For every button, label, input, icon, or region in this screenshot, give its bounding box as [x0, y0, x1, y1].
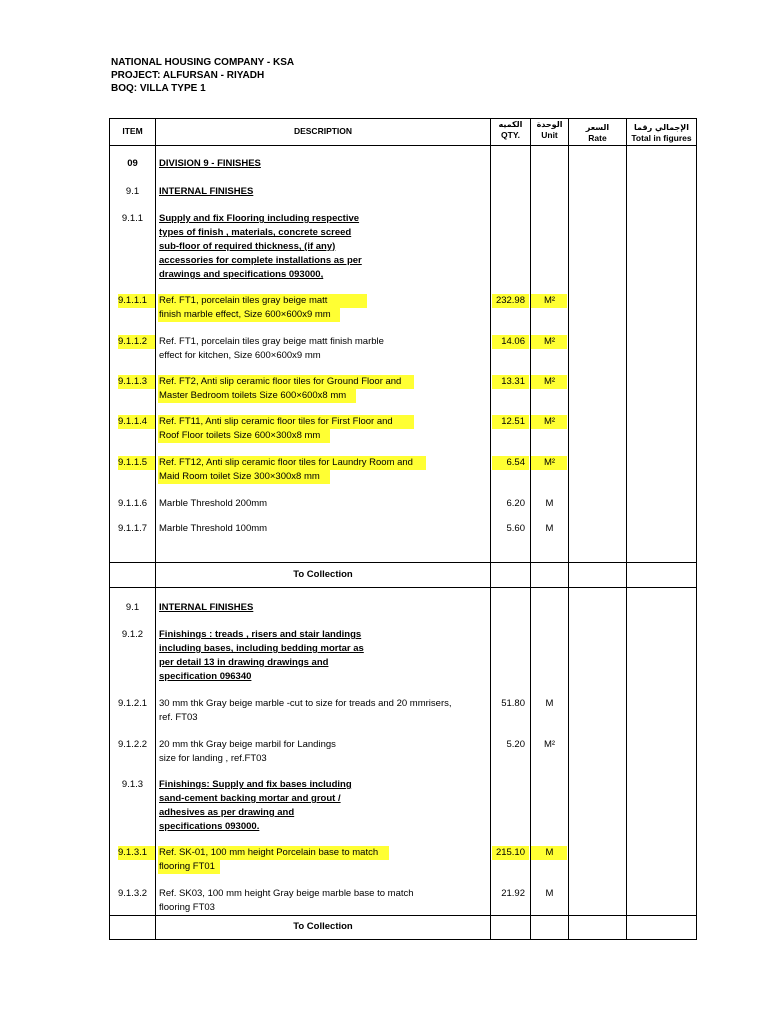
item-description: Finishings : treads , risers and stair landings: [159, 629, 362, 640]
col-header-item: ITEM: [122, 126, 143, 136]
qty-value: 51.80: [501, 698, 525, 709]
item-number: 9.1.1.5: [117, 457, 148, 468]
col-header-rate: السعر Rate: [585, 123, 610, 143]
unit-value: M: [545, 498, 554, 509]
item-description: adhesives as per drawing and: [159, 807, 295, 818]
unit-value: M: [545, 523, 554, 534]
item-description: accessories for complete installations as per: [159, 255, 362, 266]
item-description: Ref. SK-01, 100 mm height Porcelain base to match: [159, 847, 379, 858]
project-name: PROJECT: ALFURSAN - RIYADH: [111, 70, 265, 81]
item-description: drawings and specifications 093000,: [159, 269, 324, 280]
qty-value: 215.10: [495, 847, 525, 858]
item-description: Master Bedroom toilets Size 600×600x8 mm: [159, 390, 347, 401]
item-description: Maid Room toilet Size 300×300x8 mm: [159, 471, 320, 482]
item-number: 09: [127, 158, 138, 169]
item-description: effect for kitchen, Size 600×600x9 mm: [159, 350, 321, 361]
item-number: 9.1.1.6: [117, 498, 148, 509]
item-number: 9.1.1.1: [117, 295, 148, 306]
item-description: sub-floor of required thickness, (if any): [159, 241, 336, 252]
item-description: including bases, including bedding mortar as: [159, 643, 364, 654]
item-description: ref. FT03: [159, 712, 198, 723]
item-number: 9.1.3.1: [117, 847, 148, 858]
unit-value: M²: [543, 416, 556, 427]
item-description: sand-cement backing mortar and grout /: [159, 793, 341, 804]
qty-value: 6.54: [506, 457, 525, 468]
item-number: 9.1.3: [121, 779, 144, 790]
to-collection-label: To Collection: [293, 569, 353, 580]
qty-value: 5.60: [506, 523, 525, 534]
col-header-description: DESCRIPTION: [293, 126, 353, 136]
item-number: 9.1.2: [121, 629, 144, 640]
item-number: 9.1.1.7: [117, 523, 148, 534]
section-title: INTERNAL FINISHES: [159, 186, 254, 197]
qty-value: 12.51: [501, 416, 525, 427]
item-description: 20 mm thk Gray beige marbil for Landings: [159, 739, 336, 750]
unit-value: M²: [543, 295, 556, 306]
item-description: Ref. FT11, Anti slip ceramic floor tiles for First Floor and: [159, 416, 393, 427]
col-header-unit: الوحدة Unit: [536, 120, 563, 140]
item-description: Roof Floor toilets Size 600×300x8 mm: [159, 430, 321, 441]
col-header-qty: الكميه QTY.: [498, 120, 523, 140]
item-number: 9.1.1.4: [117, 416, 148, 427]
item-description: Marble Threshold 100mm: [159, 523, 268, 534]
qty-value: 14.06: [501, 336, 525, 347]
item-description: types of finish , materials, concrete screed: [159, 227, 352, 238]
item-description: Ref. FT2, Anti slip ceramic floor tiles for Ground Floor and: [159, 376, 402, 387]
item-description: flooring FT03: [159, 902, 215, 913]
company-name: NATIONAL HOUSING COMPANY - KSA: [111, 57, 295, 68]
item-description: Finishings: Supply and fix bases including: [159, 779, 352, 790]
item-description: per detail 13 in drawing drawings and: [159, 657, 329, 668]
item-description: Ref. FT12, Anti slip ceramic floor tiles for Laundry Room and: [159, 457, 413, 468]
item-description: flooring FT01: [159, 861, 215, 872]
qty-value: 232.98: [495, 295, 525, 306]
item-description: finish marble effect, Size 600×600x9 mm: [159, 309, 331, 320]
division-title: DIVISION 9 - FINISHES: [159, 158, 261, 169]
item-description: 30 mm thk Gray beige marble -cut to size for treads and 20 mmrisers,: [159, 698, 452, 709]
item-description: Marble Threshold 200mm: [159, 498, 268, 509]
boq-title: BOQ: VILLA TYPE 1: [111, 83, 206, 94]
item-number: 9.1.1: [121, 213, 144, 224]
item-description: Ref. FT1, porcelain tiles gray beige matt finish marble: [159, 336, 384, 347]
unit-value: M: [545, 847, 554, 858]
unit-value: M²: [543, 739, 556, 750]
item-number: 9.1.3.2: [117, 888, 148, 899]
unit-value: M²: [543, 457, 556, 468]
item-description: specification 096340: [159, 671, 252, 682]
unit-value: M: [545, 698, 554, 709]
item-description: Ref. FT1, porcelain tiles gray beige matt: [159, 295, 328, 306]
qty-value: 13.31: [501, 376, 525, 387]
section-title: INTERNAL FINISHES: [159, 602, 254, 613]
qty-value: 6.20: [506, 498, 525, 509]
item-number: 9.1.2.2: [117, 739, 148, 750]
item-description: Supply and fix Flooring including respective: [159, 213, 360, 224]
item-description: Ref. SK03, 100 mm height Gray beige marble base to match: [159, 888, 414, 899]
unit-value: M: [545, 888, 554, 899]
item-number: 9.1.1.2: [117, 336, 148, 347]
item-number: 9.1: [125, 186, 140, 197]
unit-value: M²: [543, 376, 556, 387]
item-number: 9.1.2.1: [117, 698, 148, 709]
item-description: size for landing , ref.FT03: [159, 753, 267, 764]
unit-value: M²: [543, 336, 556, 347]
item-description: specifications 093000.: [159, 821, 260, 832]
col-header-total: الإجمالي رقما Total in figures: [631, 123, 692, 143]
qty-value: 21.92: [501, 888, 525, 899]
item-number: 9.1.1.3: [117, 376, 148, 387]
to-collection-label: To Collection: [293, 921, 353, 932]
item-number: 9.1: [125, 602, 140, 613]
qty-value: 5.20: [506, 739, 525, 750]
